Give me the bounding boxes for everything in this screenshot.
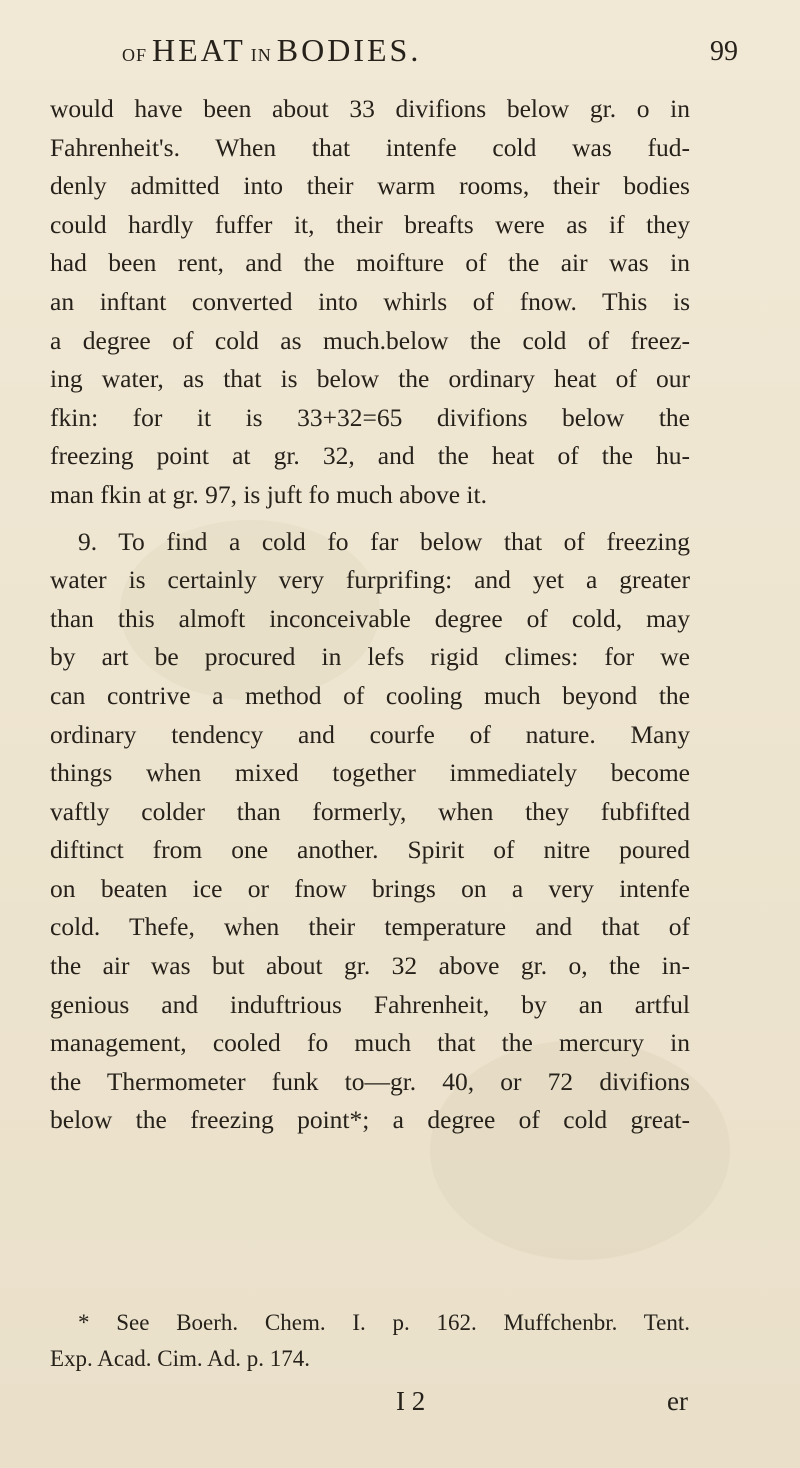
text-line: can contrive a method of cooling much beyond the: [50, 680, 690, 710]
text-line: the air was but about gr. 32 above gr. o, the in-: [50, 951, 690, 981]
catchword: er: [667, 1386, 688, 1416]
text-line: had been rent, and the moifture of the air was in: [50, 248, 690, 278]
running-head-heat: HEAT: [152, 32, 246, 68]
paragraph-1: [50, 90, 690, 515]
footnote-line: Exp. Acad. Cim. Ad. p. 174.: [50, 1346, 311, 1371]
text-line: an inftant converted into whirls of fnow. This is: [50, 286, 690, 316]
text-line: Fahrenheit's. When that intenfe cold was fud-: [50, 132, 690, 162]
body-text: [50, 90, 690, 1140]
text-line: vaftly colder than formerly, when they fubfifted: [50, 796, 690, 826]
text-line: 9. To find a cold fo far below that of freezing: [78, 526, 690, 556]
page-number: 99: [710, 36, 738, 67]
text-line: freezing point at gr. 32, and the heat of the hu-: [50, 441, 690, 471]
text-line: water is certainly very furprifing: and yet a greater: [50, 565, 690, 595]
text-line: ordinary tendency and courfe of nature. Many: [50, 719, 690, 749]
running-head: [122, 32, 421, 69]
page-header: [100, 32, 740, 72]
running-head-bodies: BODIES.: [276, 32, 422, 68]
text-line: a degree of cold as much.below the cold of freez-: [50, 325, 690, 355]
text-line: the Thermometer funk to—gr. 40, or 72 divifions: [50, 1066, 690, 1096]
text-line: below the freezing point*; a degree of cold great-: [50, 1105, 690, 1135]
text-line: on beaten ice or fnow brings on a very intenfe: [50, 873, 690, 903]
footnote-line: * See Boerh. Chem. I. p. 162. Muffchenbr. Tent.: [78, 1310, 690, 1335]
text-line: diftinct from one another. Spirit of nitre poured: [50, 835, 690, 865]
paragraph-2: [50, 523, 690, 1141]
text-line: could hardly fuffer it, their breafts were as if they: [50, 209, 690, 239]
text-line: would have been about 33 divifions below gr. o in: [50, 94, 690, 123]
page-footer: [50, 1386, 690, 1426]
text-line: man fkin at gr. 97, is juft fo much above it.: [50, 479, 487, 509]
text-line: things when mixed together immediately become: [50, 758, 690, 788]
text-line: management, cooled fo much that the mercury in: [50, 1028, 690, 1058]
text-line: by art be procured in lefs rigid climes: for we: [50, 642, 690, 672]
text-line: than this almoft inconceivable degree of cold, may: [50, 603, 690, 633]
signature-mark: I 2: [396, 1386, 426, 1416]
text-line: cold. Thefe, when their temperature and that of: [50, 912, 690, 942]
running-head-in: IN: [250, 45, 272, 65]
text-line: denly admitted into their warm rooms, their bodies: [50, 171, 690, 201]
running-head-of: OF: [122, 45, 148, 65]
paragraph-gap: [50, 515, 690, 523]
text-line: ing water, as that is below the ordinary heat of our: [50, 364, 690, 394]
footnote: [50, 1305, 690, 1377]
text-line: fkin: for it is 33+32=65 divifions below the: [50, 402, 690, 432]
text-line: genious and induftrious Fahrenheit, by an artful: [50, 989, 690, 1019]
